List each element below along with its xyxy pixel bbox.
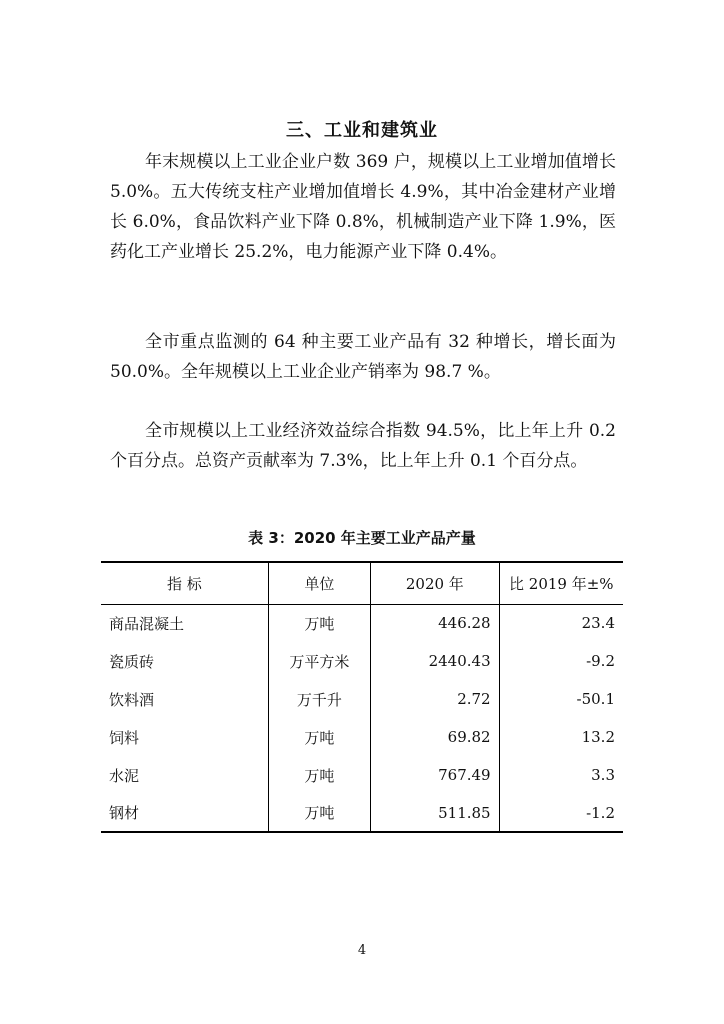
product-name: 水泥 <box>101 756 268 794</box>
table-row <box>101 642 623 680</box>
product-value: 2440.43 <box>371 642 500 680</box>
paragraph-industrial-enterprises: 年末规模以上工业企业户数 369 户，规模以上工业增加值增长 5.0%。五大传统支柱产业增加值增长 4.9%，其中冶金建材产业增长 6.0%，食品饮料产业下降 0.8%，机械制造产业下降 1.9%，医药化工产业增长 25.2%，电力能源产业下降 0.4%。 <box>110 152 616 262</box>
paragraph-monitored-products: 全市重点监测的 64 种主要工业产品有 32 种增长，增长面为 50.0%。全年规模以上工业企业产销率为 98.7 %。 <box>110 332 616 382</box>
section-heading: 三、工业和建筑业 <box>286 120 438 141</box>
table-header-row <box>101 562 623 604</box>
product-unit: 万千升 <box>268 680 370 718</box>
page-number: 4 <box>357 943 367 958</box>
product-change: -9.2 <box>586 652 615 670</box>
product-change: 3.3 <box>591 766 615 784</box>
header-unit: 单位 <box>268 562 370 604</box>
header-2020: 2020 年 <box>371 562 500 604</box>
table-row <box>101 718 623 756</box>
product-unit: 万吨 <box>268 718 370 756</box>
product-change: -1.2 <box>499 794 623 832</box>
product-value: 2.72 <box>371 680 500 718</box>
product-name: 瓷质砖 <box>101 642 268 680</box>
product-change: 23.4 <box>581 614 615 633</box>
table-row <box>101 604 623 642</box>
product-change: 13.2 <box>581 728 615 746</box>
table-row <box>101 756 623 794</box>
table-row <box>101 680 623 718</box>
product-name: 饮料酒 <box>101 680 268 718</box>
product-name: 商品混凝土 <box>101 604 268 642</box>
product-value: 511.85 <box>371 794 500 832</box>
product-unit: 万吨 <box>268 604 370 642</box>
product-unit: 万吨 <box>268 756 370 794</box>
paragraph-economic-efficiency: 全市规模以上工业经济效益综合指数 94.5%，比上年上升 0.2 个百分点。总资产贡献率为 7.3%，比上年上升 0.1 个百分点。 <box>110 421 616 471</box>
header-change: 比 2019 年±% <box>499 562 623 604</box>
table-title: 表 3：2020 年主要工业产品产量 <box>248 529 476 547</box>
product-name: 饲料 <box>101 718 268 756</box>
product-value: 69.82 <box>371 718 500 756</box>
table-row <box>101 794 623 832</box>
industrial-output-table <box>101 561 623 833</box>
product-value: 446.28 <box>371 604 500 642</box>
product-change: -50.1 <box>576 690 615 708</box>
product-value: 767.49 <box>371 756 500 794</box>
product-unit: 万平方米 <box>268 642 370 680</box>
product-unit: 万吨 <box>268 794 370 832</box>
header-indicator: 指 标 <box>101 562 268 604</box>
product-name: 钢材 <box>101 794 268 832</box>
